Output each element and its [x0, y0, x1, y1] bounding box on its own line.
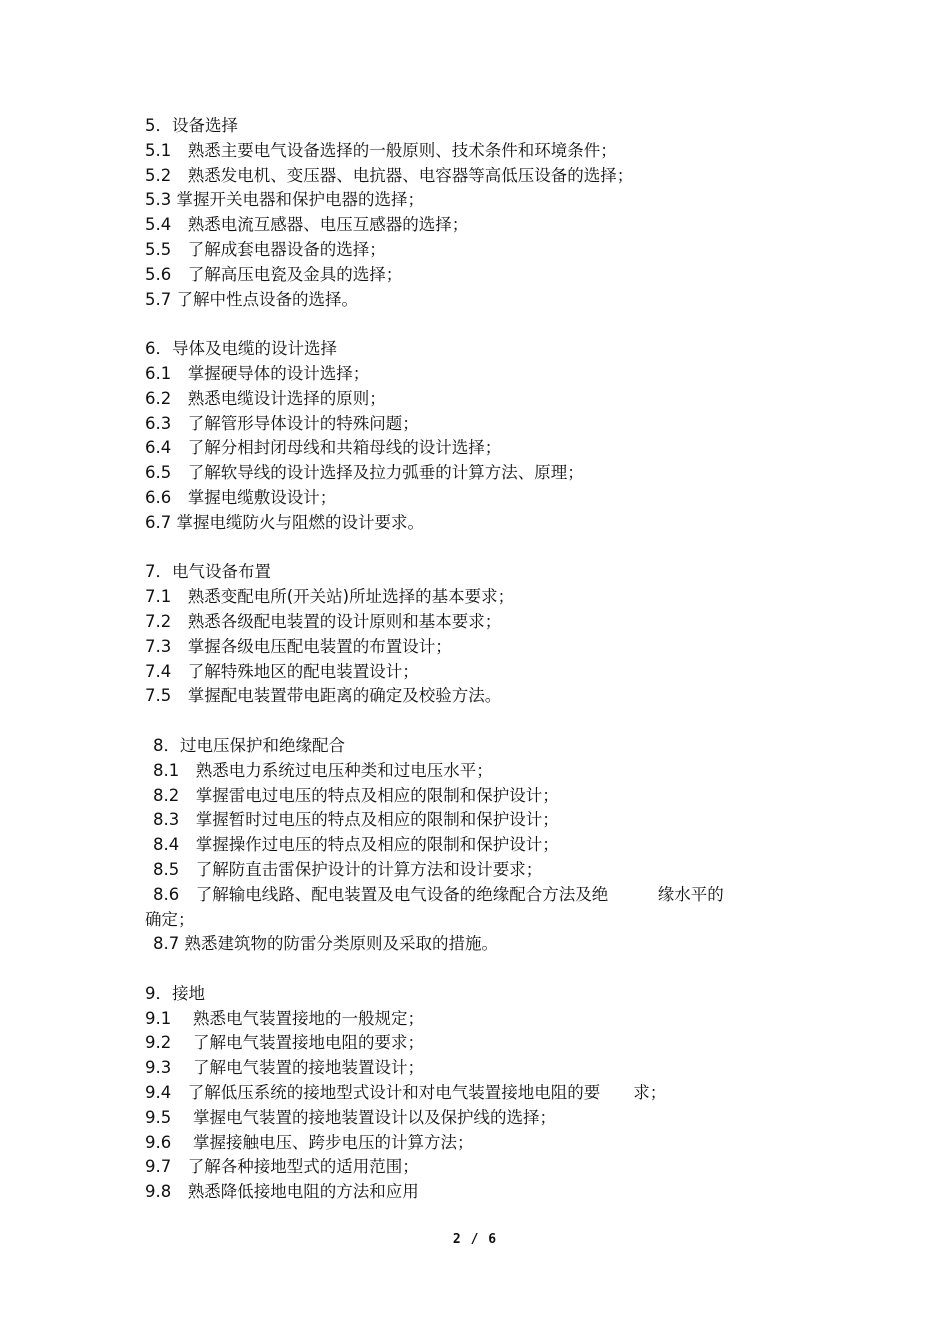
list-item: 7.1 熟悉变配电所(开关站)所址选择的基本要求；	[145, 587, 515, 607]
list-item-continuation: 确定；	[145, 909, 195, 929]
list-item: 5.6 了解高压电瓷及金具的选择；	[145, 264, 403, 284]
list-item: 7.4 了解特殊地区的配电装置设计；	[145, 661, 419, 681]
list-item: 9.7 了解各种接地型式的适用范围；	[145, 1157, 419, 1177]
list-item: 5.5 了解成套电器设备的选择；	[145, 239, 386, 259]
section-8	[145, 734, 825, 957]
list-item: 8.7 熟悉建筑物的防雷分类原则及采取的措施。	[153, 934, 498, 954]
spacer	[145, 536, 825, 561]
list-item: 5.1 熟悉主要电气设备选择的一般原则、技术条件和环境条件；	[145, 140, 617, 160]
section-title: 5．设备选择	[145, 116, 238, 135]
list-item: 9.5 掌握电气装置的接地装置设计以及保护线的选择；	[145, 1107, 556, 1127]
list-item: 6.5 了解软导线的设计选择及拉力弧垂的计算方法、原理；	[145, 463, 584, 483]
list-item: 6.7 掌握电缆防火与阻燃的设计要求。	[145, 512, 424, 532]
section-6	[145, 337, 825, 535]
list-item: 9.6 掌握接触电压、跨步电压的计算方法；	[145, 1132, 474, 1152]
list-item: 9.2 了解电气装置接地电阻的要求；	[145, 1033, 424, 1053]
list-item: 8.5 了解防直击雷保护设计的计算方法和设计要求；	[153, 859, 543, 879]
list-item: 8.6 了解输电线路、配电装置及电气设备的绝缘配合方法及绝 缘水平的	[153, 884, 724, 904]
list-item: 8.2 掌握雷电过电压的特点及相应的限制和保护设计；	[153, 785, 559, 805]
list-item: 8.3 掌握暂时过电压的特点及相应的限制和保护设计；	[153, 810, 559, 830]
section-title: 8．过电压保护和绝缘配合	[153, 735, 345, 755]
list-item: 6.4 了解分相封闭母线和共箱母线的设计选择；	[145, 438, 502, 458]
list-item: 6.1 掌握硬导体的设计选择；	[145, 363, 370, 383]
section-9	[145, 982, 825, 1205]
section-title: 7．电气设备布置	[145, 562, 271, 582]
section-title: 6．导体及电缆的设计选择	[145, 339, 337, 359]
list-item: 9.8 熟悉降低接地电阻的方法和应用	[145, 1182, 419, 1202]
list-item: 6.2 熟悉电缆设计选择的原则；	[145, 388, 386, 408]
section-7	[145, 560, 825, 709]
spacer	[145, 312, 825, 337]
list-item: 7.2 熟悉各级配电装置的设计原则和基本要求；	[145, 611, 502, 631]
section-5	[145, 114, 825, 312]
page-number: 2 / 6	[452, 1232, 498, 1247]
list-item: 8.1 熟悉电力系统过电压种类和过电压水平；	[153, 760, 493, 780]
section-title: 9．接地	[145, 983, 205, 1003]
list-item: 6.3 了解管形导体设计的特殊问题；	[145, 413, 419, 433]
list-item: 5.4 熟悉电流互感器、电压互感器的选择；	[145, 215, 469, 235]
list-item: 5.2 熟悉发电机、变压器、电抗器、电容器等高低压设备的选择；	[145, 165, 634, 185]
list-item: 5.7 了解中性点设备的选择。	[145, 289, 358, 309]
spacer	[145, 957, 825, 982]
list-item: 7.5 掌握配电装置带电距离的确定及校验方法。	[145, 686, 502, 706]
document-body	[145, 114, 825, 1205]
list-item: 9.4 了解低压系统的接地型式设计和对电气装置接地电阻的要 求；	[145, 1083, 667, 1103]
list-item: 8.4 掌握操作过电压的特点及相应的限制和保护设计；	[153, 835, 559, 855]
list-item: 9.3 了解电气装置的接地装置设计；	[145, 1058, 424, 1078]
list-item: 9.1 熟悉电气装置接地的一般规定；	[145, 1008, 424, 1028]
list-item: 6.6 掌握电缆敷设设计；	[145, 487, 337, 507]
list-item: 7.3 掌握各级电压配电装置的布置设计；	[145, 636, 452, 656]
list-item: 5.3 掌握开关电器和保护电器的选择；	[145, 190, 424, 210]
spacer	[145, 709, 825, 734]
